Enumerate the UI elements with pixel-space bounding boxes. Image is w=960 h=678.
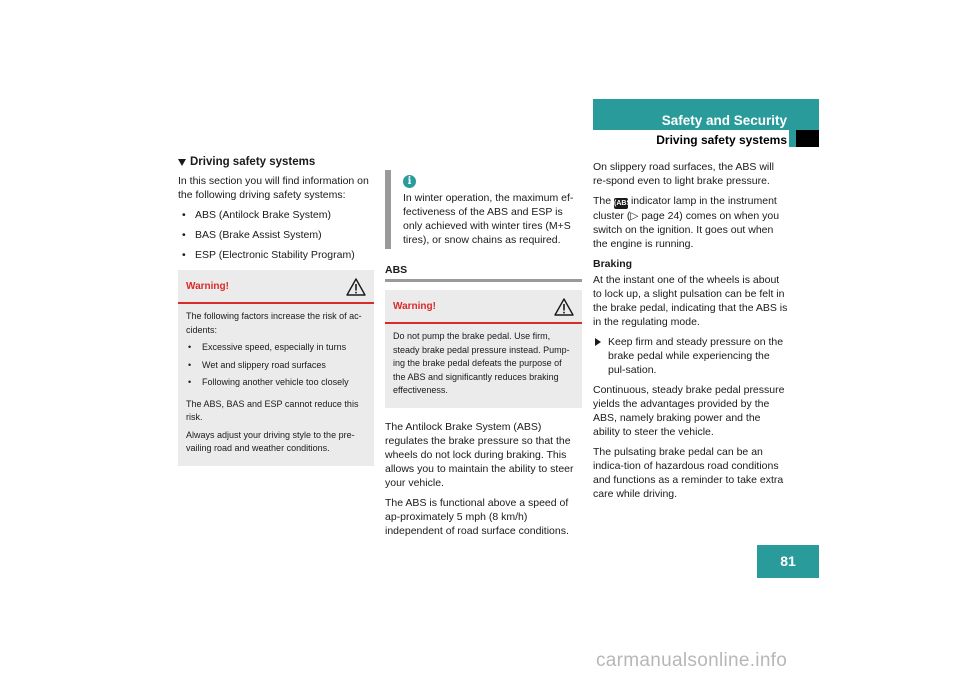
list-item: • ESP (Electronic Stability Program) (178, 248, 374, 262)
header-tab-marker (796, 130, 819, 147)
braking-paragraph: The pulsating brake pedal can be an indica-tion of hazardous road conditions and functions as a reminder to take extra care while driving. (593, 446, 784, 500)
warning-triangle-icon (346, 278, 366, 296)
instruction-text: Keep firm and steady pressure on the brake pedal while experiencing the pul-sation. (608, 336, 784, 376)
column-right (593, 160, 789, 507)
warning-label: Warning! (186, 281, 229, 293)
warning-body (385, 324, 582, 408)
braking-paragraph: Continuous, steady brake pedal pressure yields the advantages provided by the ABS, namely braking power and the ability to steer the vehicle. (593, 384, 785, 438)
warning-header (385, 290, 582, 324)
braking-heading: Braking (593, 258, 633, 270)
risk-factors-list (186, 341, 366, 390)
watermark: carmanualsonline.info (596, 650, 788, 671)
page-heading (178, 155, 374, 169)
abs-indicator-lamp-icon: (ABS) (614, 200, 634, 207)
column-left (178, 155, 374, 466)
warning-box-abs (385, 290, 582, 408)
warning-text: Always adjust your driving style to the pre-vailing road and weather conditions. (186, 429, 355, 453)
braking-paragraph: At the instant one of the wheels is about to lock up, a slight pulsation can be felt in the brake pedal, indicating that the ABS is in the regulating mode. (593, 274, 788, 328)
warning-body (178, 304, 374, 466)
abs-paragraph: The Antilock Brake System (ABS) regulates the brake pressure so that the wheels do not lock during braking. This allows you to maintain the ability to steer your vehicle. (385, 420, 574, 489)
warning-label: Warning! (393, 301, 436, 313)
warning-box-risk (178, 270, 374, 466)
warning-triangle-icon (554, 298, 574, 316)
warning-text: The ABS, BAS and ESP cannot reduce this risk. (186, 398, 359, 422)
section-title: Safety and Security (661, 113, 787, 128)
lamp-paragraph (593, 194, 789, 251)
intro-paragraph: In this section you will find information on the following driving safety systems: (178, 175, 369, 201)
abs-paragraph: The ABS is functional above a speed of ap-proximately 5 mph (8 km/h) independent of road surface conditions. (385, 496, 569, 537)
list-item: • Excessive speed, especially in turns (186, 341, 366, 355)
instruction-step (593, 335, 789, 377)
list-item: • Following another vehicle too closely (186, 376, 366, 390)
page-heading-text: Driving safety systems (190, 156, 316, 168)
info-icon: i (403, 175, 416, 188)
systems-list (178, 208, 374, 262)
list-item: • ABS (Antilock Brake System) (178, 208, 374, 222)
slippery-paragraph: On slippery road surfaces, the ABS will re-spond even to light brake pressure. (593, 161, 774, 187)
warning-header (178, 270, 374, 304)
triangle-down-icon (178, 159, 186, 166)
lamp-text-before: The (593, 195, 612, 207)
info-note (385, 170, 582, 249)
list-item: • Wet and slippery road surfaces (186, 359, 366, 373)
page-number: 81 (757, 545, 819, 578)
section-subtitle: Driving safety systems (656, 133, 787, 147)
column-middle (385, 170, 582, 544)
lamp-text-after: indicator lamp in the instrument cluster (▷ page 24) comes on when you switch on the ignition. It goes out when the engine is running. (593, 195, 780, 250)
section-header (593, 99, 819, 147)
arrow-right-icon (595, 338, 601, 346)
warning-intro: The following factors increase the risk of ac-cidents: (186, 311, 362, 335)
abs-heading: ABS (385, 263, 582, 282)
info-note-text: In winter operation, the maximum ef-fectiveness of the ABS and ESP is only achieved with winter tires (M+S tires), or snow chains as required. (403, 192, 574, 246)
warning-text: Do not pump the brake pedal. Use firm, steady brake pedal pressure instead. Pump-ing the brake pedal defeats the purpose of the ABS and significantly reduces braking effectiveness. (393, 331, 570, 395)
list-item: • BAS (Brake Assist System) (178, 228, 374, 242)
